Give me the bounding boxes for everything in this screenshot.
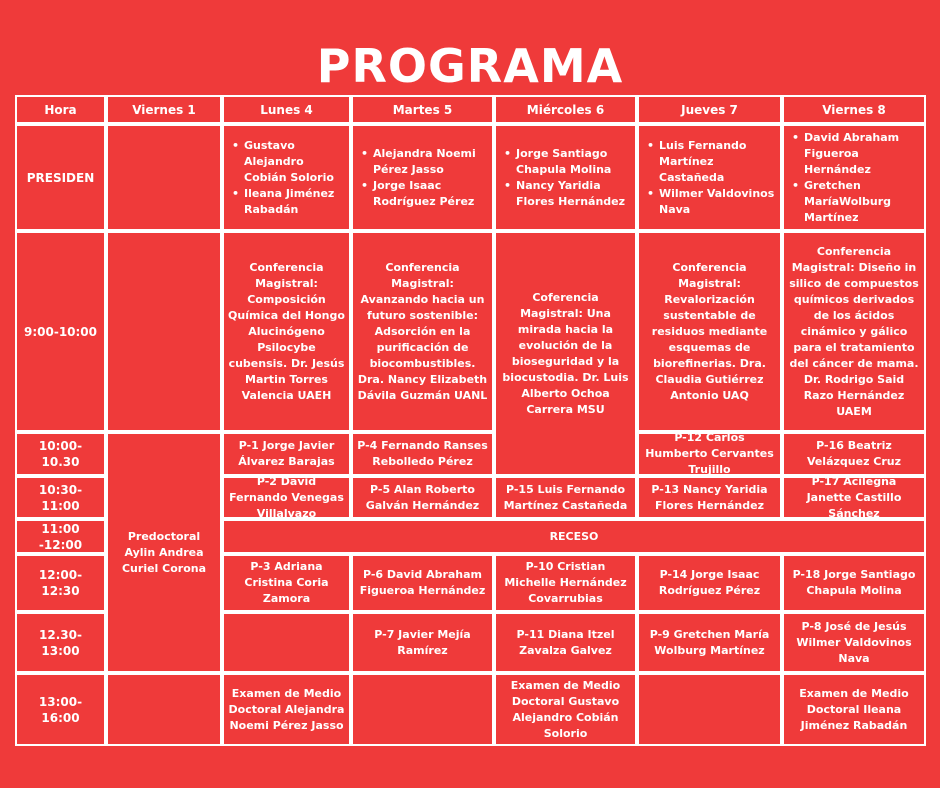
predoctoral-cell: Predoctoral Aylin Andrea Curiel Corona <box>106 432 222 673</box>
presiden-list <box>643 138 776 218</box>
time-13-16: 13:00-16:00 <box>15 673 106 746</box>
receso-banner: RECESO <box>222 519 926 554</box>
session-p3: P-3 Adriana Cristina Coria Zamora <box>222 554 351 612</box>
presiden-viernes8 <box>782 124 926 231</box>
session-p13: P-13 Nancy Yaridia Flores Hernández <box>637 476 782 519</box>
header-hora: Hora <box>15 95 106 124</box>
session-empty-lunes-4 <box>222 612 351 673</box>
time-1030-11: 10:30-11:00 <box>15 476 106 519</box>
presiden-name: • Nancy Yaridia Flores Hernández <box>516 178 631 210</box>
presiden-name: • Jorge Santiago Chapula Molina <box>516 146 631 178</box>
session-p18: P-18 Jorge Santiago Chapula Molina <box>782 554 926 612</box>
presiden-list <box>228 138 345 218</box>
session-p5: P-5 Alan Roberto Galván Hernández <box>351 476 494 519</box>
header-jueves-7: Jueves 7 <box>637 95 782 124</box>
presiden-jueves7 <box>637 124 782 231</box>
presiden-list <box>357 146 488 210</box>
time-10-1030: 10:00-10.30 <box>15 432 106 476</box>
time-1230-13: 12.30- 13:00 <box>15 612 106 673</box>
time-12-1230: 12:00-12:30 <box>15 554 106 612</box>
header-martes-5: Martes 5 <box>351 95 494 124</box>
time-9-10: 9:00-10:00 <box>15 231 106 432</box>
exam-lunes-4: Examen de Medio Doctoral Alejandra Noemi Pérez Jasso <box>222 673 351 746</box>
presiden-martes5 <box>351 124 494 231</box>
presiden-lunes4 <box>222 124 351 231</box>
presiden-name: • Jorge Isaac Rodríguez Pérez <box>373 178 488 210</box>
header-lunes-4: Lunes 4 <box>222 95 351 124</box>
presiden-list <box>788 130 920 226</box>
presiden-name: • David Abraham Figueroa Hernández <box>804 130 920 178</box>
conference-viernes-1 <box>106 231 222 432</box>
session-p8: P-8 José de Jesús Wilmer Valdovinos Nava <box>782 612 926 673</box>
session-p17: P-17 Acilegna Janette Castillo Sánchez <box>782 476 926 519</box>
session-p6: P-6 David Abraham Figueroa Hernández <box>351 554 494 612</box>
session-p11: P-11 Diana Itzel Zavalza Galvez <box>494 612 637 673</box>
presiden-name: • Wilmer Valdovinos Nava <box>659 186 776 218</box>
session-p14: P-14 Jorge Isaac Rodríguez Pérez <box>637 554 782 612</box>
header-viernes-1: Viernes 1 <box>106 95 222 124</box>
session-p7: P-7 Javier Mejía Ramírez <box>351 612 494 673</box>
exam-empty-viernes-1 <box>106 673 222 746</box>
presiden-name: • Gustavo Alejandro Cobián Solorio <box>244 138 345 186</box>
session-p16: P-16 Beatriz Velázquez Cruz <box>782 432 926 476</box>
session-p10: P-10 Cristian Michelle Hernández Covarrubias <box>494 554 637 612</box>
exam-viernes-8: Examen de Medio Doctoral Ileana Jiménez Rabadán <box>782 673 926 746</box>
presiden-name: • Luis Fernando Martínez Castañeda <box>659 138 776 186</box>
session-p4: P-4 Fernando Ranses Rebolledo Pérez <box>351 432 494 476</box>
exam-empty-jueves-7 <box>637 673 782 746</box>
presiden-name: • Alejandra Noemi Pérez Jasso <box>373 146 488 178</box>
header-viernes-8: Viernes 8 <box>782 95 926 124</box>
conference-jueves-7: Conferencia Magistral: Revalorización sustentable de residuos mediante esquemas de biorefinerias. Dra. Claudia Gutiérrez Antonio UAQ <box>637 231 782 432</box>
time-presiden: PRESIDEN <box>15 124 106 231</box>
exam-miercoles-6: Examen de Medio Doctoral Gustavo Alejandro Cobián Solorio <box>494 673 637 746</box>
session-p12: P-12 Carlos Humberto Cervantes Trujillo <box>637 432 782 476</box>
presiden-miercoles6 <box>494 124 637 231</box>
conference-lunes-4: Conferencia Magistral: Composición Química del Hongo Alucinógeno Psilocybe cubensis. Dr. Jesús Martin Torres Valencia UAEH <box>222 231 351 432</box>
presiden-list <box>500 146 631 210</box>
header-miercoles-6: Miércoles 6 <box>494 95 637 124</box>
session-p2: P-2 David Fernando Venegas Villalvazo <box>222 476 351 519</box>
session-p15: P-15 Luis Fernando Martínez Castañeda <box>494 476 637 519</box>
conference-miercoles-6: Coferencia Magistral: Una mirada hacia la evolución de la bioseguridad y la biocustodia. Dr. Luis Alberto Ochoa Carrera MSU <box>494 231 637 476</box>
presiden-name: • Gretchen MaríaWolburg Martínez <box>804 178 920 226</box>
page-title: PROGRAMA <box>316 39 624 93</box>
conference-viernes-8: Conferencia Magistral: Diseño in silico de compuestos químicos derivados de los ácidos cinámico y gálico para el tratamiento del cáncer de mama. Dr. Rodrigo Said Razo Hernández UAEM <box>782 231 926 432</box>
time-11-12: 11:00 -12:00 <box>15 519 106 554</box>
exam-empty-martes-5 <box>351 673 494 746</box>
session-p1: P-1 Jorge Javier Álvarez Barajas <box>222 432 351 476</box>
presiden-name: • Ileana Jiménez Rabadán <box>244 186 345 218</box>
session-p9: P-9 Gretchen María Wolburg Martínez <box>637 612 782 673</box>
conference-martes-5: Conferencia Magistral: Avanzando hacia un futuro sostenible: Adsorción en la purificación de biocombustibles. Dra. Nancy Elizabeth Dávila Guzmán UANL <box>351 231 494 432</box>
presiden-viernes-1 <box>106 124 222 231</box>
